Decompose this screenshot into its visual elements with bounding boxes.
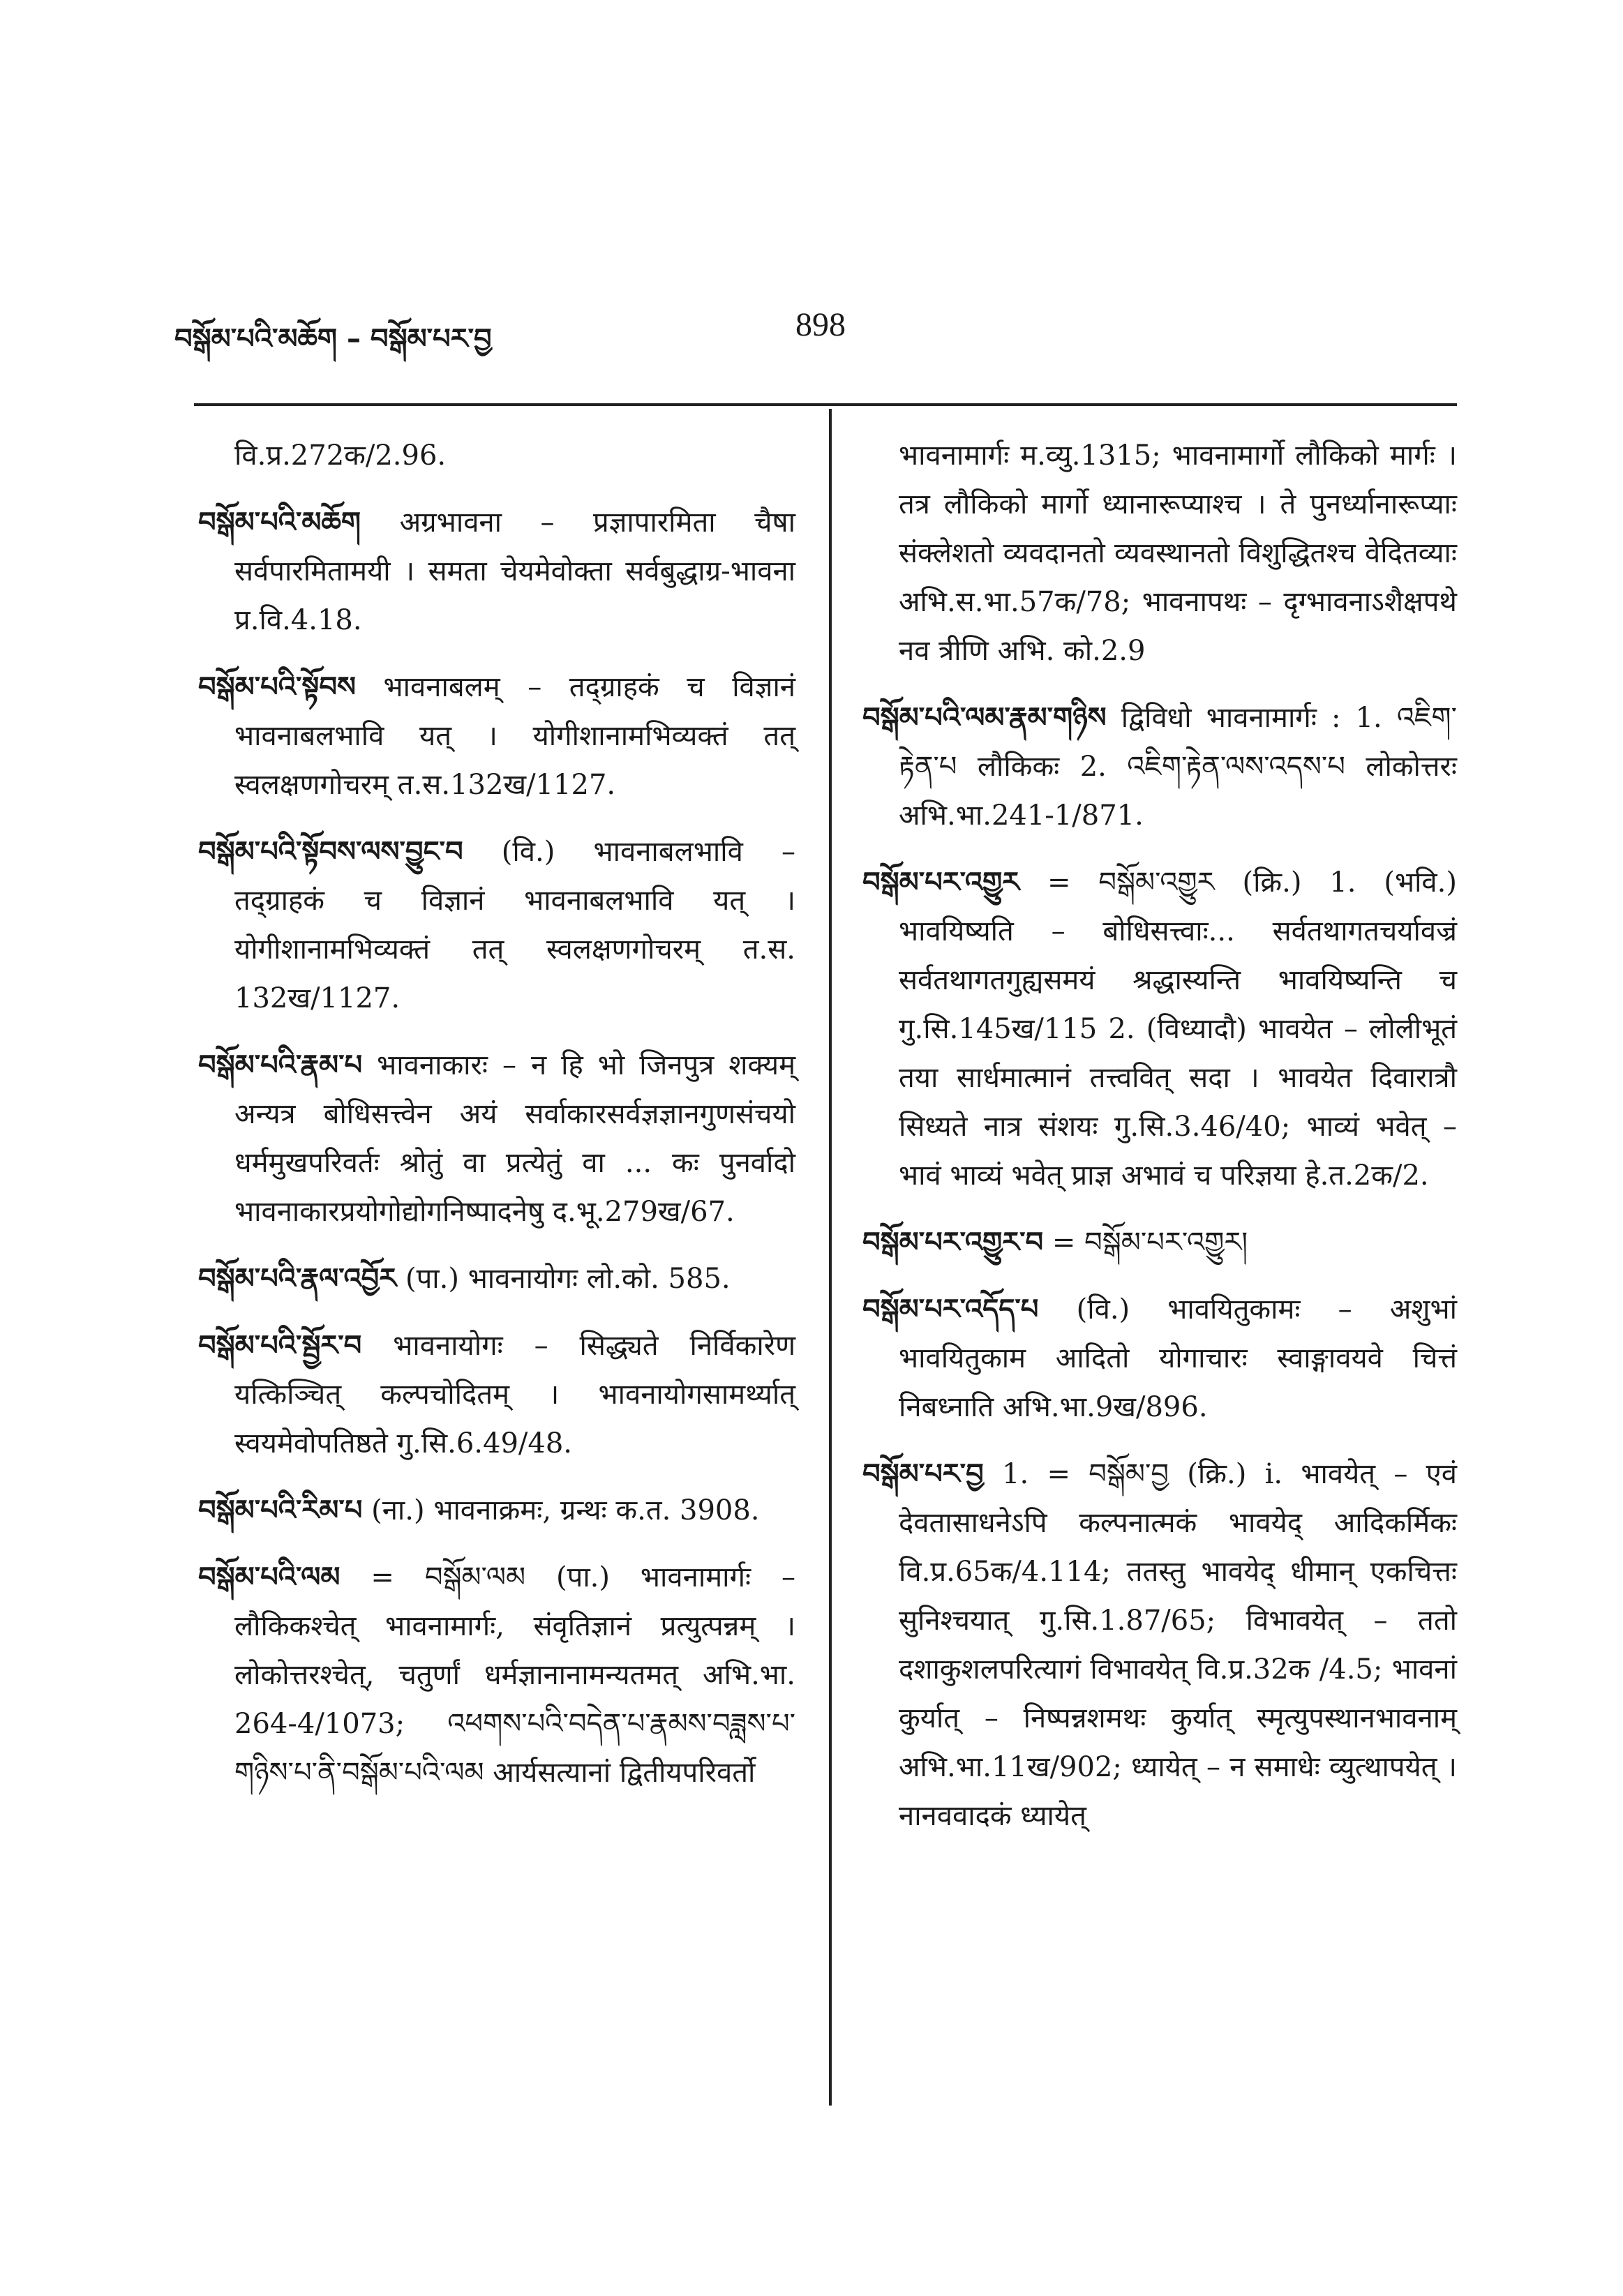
entry-text: भावनायोगः – सिद्ध्यते निर्विकारेण यत्किञ्चित् कल्पचोदितम् । भावनायोगसामर्थ्यात् स्वयमेवोपतिष्ठते गु.सि.6.49/48. [234,1330,795,1460]
tibetan-headword: བསྒོམ་པར་འགྱུར་བ [862,1226,1044,1259]
tibetan-headword: བསྒོམ་པར་འགྱུར [862,866,1020,899]
right-column [862,431,1457,1859]
tibetan-headword: བསྒོམ་པའི་མཆོག [198,507,361,539]
entry-text: = བསྒོམ་ལམ (पा.) भावनामार्गः – लौकिकश्चेत् भावनामार्गः, संवृतिज्ञानं प्रत्युत्पन्नम् । लोकोत्तरश्चेत्, चतुर्णां धर्मज्ञानानामन्यतमत् अभि.भा. 264-4/1073; འཕགས་པའི་བདེན་པ་རྣམས་བཟླས་པ་གཉིས་པ་ནི་བསྒོམ་པའི་ལམ आर्यसत्यानां द्वितीयपरिवर्तो [234,1561,795,1789]
dictionary-entry [862,1450,1457,1840]
entry-text: = བསྒོམ་འགྱུར (क्रि.) 1. (भवि.) भावयिष्यति – बोधिसत्त्वाः... सर्वतथागतचर्यावज्रं सर्वतथागतगुह्यसमयं श्रद्धास्यन्ति भावयिष्यन्ति च गु.सि.145ख/115 2. (विध्यादौ) भावयेत – लोलीभूतं तया सार्धमात्मानं तत्त्ववित् सदा । भावयेत दिवारात्रौ सिध्यते नात्र संशयः गु.सि.3.46/40; भाव्यं भवेत् – भावं भाव्यं भवेत् प्राज्ञ अभावं च परिज्ञया हे.त.2क/2. [899,866,1457,1192]
tibetan-headword: བསྒོམ་པའི་ལམ་རྣམ་གཉིས [862,702,1107,734]
dictionary-entry [862,431,1457,675]
tibetan-headword: བསྒོམ་པའི་སྦྱོར་བ [198,1330,362,1362]
entry-text: 1. = བསྒོམ་བྱ (क्रि.) i. भावयेत् – एवं देवतासाधनेऽपि कल्पनात्मकं भावयेद् आदिकर्मिकः वि.प्र.65क/4.114; ततस्तु भावयेद् धीमान् एकचित्तः सुनिश्चयात् गु.सि.1.87/65; विभावयेत् – ततो दशाकुशलपरित्यागं विभावयेत् वि.प्र.32क /4.5; भावनां कुर्यात् – निष्पन्नशमथः कुर्यात् स्मृत्युपस्थानभावनाम् अभि.भा.11ख/902; ध्यायेत् – न समाधेः व्युत्थापयेत् । नानववादकं ध्यायेत् [899,1458,1457,1832]
dictionary-entry [862,1285,1457,1432]
entry-text: भावनामार्गः म.व्यु.1315; भावनामार्गो लौकिको मार्गः । तत्र लौकिको मार्गो ध्यानारूप्याश्च । ते पुनर्ध्यानारूप्याः संक्लेशतो व्यवदानतो व्यवस्थानतो विशुद्धितश्च वेदितव्याः अभि.स.भा.57क/78; भावनापथः – दृग्भावनाऽशैक्षपथे नव त्रीणि अभि. को.2.9 [899,440,1457,667]
page-number: 898 [795,306,846,343]
entry-text: (ना.) भावनाक्रमः, ग्रन्थः क.त. 3908. [371,1494,760,1526]
dictionary-entry [198,1041,795,1236]
dictionary-entry [862,693,1457,840]
entry-text: (वि.) भावनाबलभावि – तद्ग्राहकं च विज्ञानं भावनाबलभावि यत् । योगीशानामभिव्यक्तं तत् स्वलक्षणगोचरम् त.स. 132ख/1127. [234,836,795,1014]
entry-text: (पा.) भावनायोगः लो.को. 585. [405,1263,731,1295]
tibetan-headword: བསྒོམ་པར་བྱ [862,1458,984,1490]
tibetan-headword: བསྒོམ་པའི་ལམ [198,1561,341,1593]
dictionary-entry [198,827,795,1023]
dictionary-entry [862,1218,1457,1267]
tibetan-headword: བསྒོམ་པའི་རིམ་པ [198,1494,363,1526]
left-column [198,431,795,1815]
tibetan-headword: བསྒོམ་པའི་རྣལ་འབྱོར [198,1263,397,1295]
entry-text: अग्रभावना – प्रज्ञापारमिता चैषा सर्वपारमितामयी । समता चेयमेवोक्ता सर्वबुद्धाग्र-भावना प्र.वि.4.18. [234,507,795,636]
tibetan-headword: བསྒོམ་པར་འདོད་པ [862,1293,1039,1326]
dictionary-entry [198,431,795,480]
entry-text: द्विविधो भावनामार्गः : 1. འཇིག་རྟེན་པ लौकिकः 2. འཇིག་རྟེན་ལས་འདས་པ लोकोत्तरः अभि.भा.241-1/871. [899,702,1457,832]
dictionary-entry [198,1254,795,1303]
dictionary-entry [862,858,1457,1200]
dictionary-entry [198,1553,795,1797]
dictionary-entry [198,1321,795,1468]
column-divider [829,409,832,2106]
dictionary-entry [198,663,795,809]
dictionary-entry [198,498,795,645]
entry-text: (वि.) भावयितुकामः – अशुभां भावयितुकाम आदितो योगाचारः स्वाङ्गावयवे चित्तं निबध्नाति अभि.भा.9ख/896. [899,1293,1457,1423]
header-rule [194,403,1457,406]
entry-text: भावनाबलम् – तद्ग्राहकं च विज्ञानं भावनाबलभावि यत् । योगीशानामभिव्यक्तं तत् स्वलक्षणगोचरम् त.स.132ख/1127. [234,671,795,801]
running-head: བསྒོམ་པའི་མཆོག – བསྒོམ་པར་བྱ [174,323,492,355]
entry-text: = བསྒོམ་པར་འགྱུར། [1052,1226,1248,1259]
tibetan-headword: བསྒོམ་པའི་རྣམ་པ [198,1049,363,1081]
tibetan-headword: བསྒོམ་པའི་སྟོབས་ལས་བྱུང་བ [198,836,463,868]
tibetan-headword: བསྒོམ་པའི་སྟོབས [198,671,356,703]
entry-text: वि.प्र.272क/2.96. [234,440,447,472]
entry-text: भावनाकारः – न हि भो जिनपुत्र शक्यम् अन्यत्र बोधिसत्त्वेन अयं सर्वाकारसर्वज्ञज्ञानगुणसंचयो धर्ममुखपरिवर्तः श्रोतुं वा प्रत्येतुं वा ... कः पुनर्वादो भावनाकारप्रयोगोद्योगनिष्पादनेषु द.भू.279ख/67. [234,1049,795,1228]
dictionary-entry [198,1486,795,1535]
